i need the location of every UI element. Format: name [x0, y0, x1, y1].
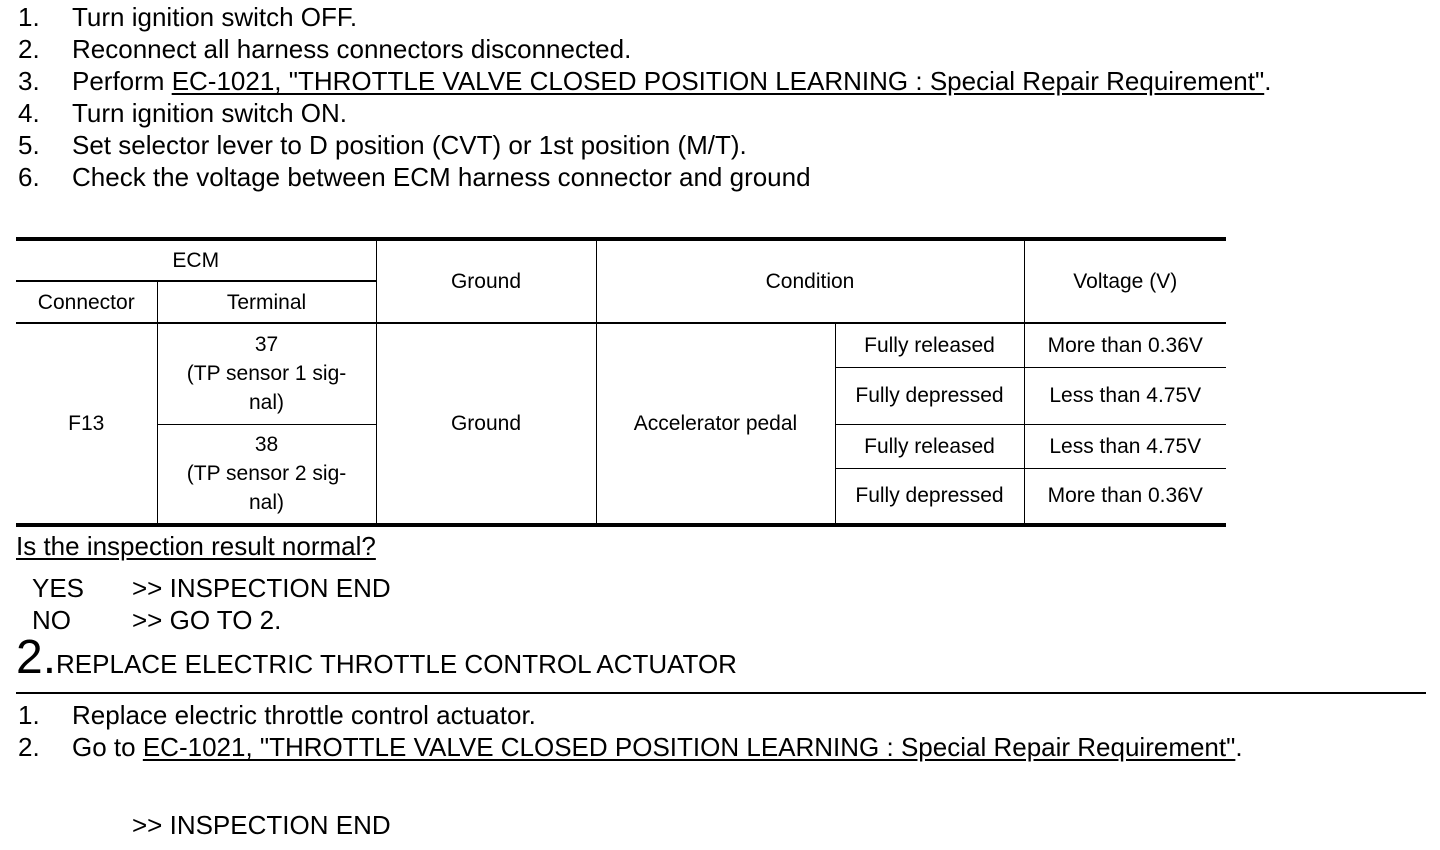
cell-terminal-38	[157, 424, 376, 525]
step-number: 4.	[18, 98, 40, 128]
section-number: 2.	[16, 631, 57, 684]
reference-link[interactable]: EC-1021, "THROTTLE VALVE CLOSED POSITION LEARNING : Special Repair Requirement"	[142, 732, 1236, 762]
header-ecm: ECM	[16, 239, 376, 281]
cell-state: Fully released	[835, 424, 1024, 468]
terminal-desc: (TP sensor 2 sig-	[186, 462, 347, 486]
terminal-desc: (TP sensor 1 sig-	[186, 362, 347, 386]
step-prefix: Perform	[72, 66, 172, 96]
header-connector: Connector	[16, 281, 157, 323]
step-number: 2.	[18, 732, 40, 762]
step-text: Set selector lever to D position (CVT) or 1st position (M/T).	[72, 130, 747, 160]
section-divider	[16, 692, 1426, 694]
cell-state: Fully released	[835, 323, 1024, 367]
header-voltage: Voltage (V)	[1024, 239, 1226, 323]
cell-state: Fully depressed	[835, 468, 1024, 525]
cell-voltage: Less than 4.75V	[1024, 424, 1226, 468]
step-suffix: .	[1264, 66, 1272, 96]
step-prefix: Go to	[72, 732, 143, 762]
answer-key: NO	[32, 605, 71, 635]
cell-voltage: Less than 4.75V	[1024, 367, 1226, 424]
section-2-heading	[16, 630, 737, 685]
header-terminal: Terminal	[157, 281, 376, 323]
step-number: 1.	[18, 700, 40, 730]
step-text	[72, 65, 1271, 97]
step-number: 6.	[18, 162, 40, 192]
answer-key: YES	[32, 573, 85, 603]
cell-connector: F13	[16, 323, 157, 525]
table-header-row	[16, 239, 1226, 281]
cell-ground: Ground	[376, 323, 596, 525]
terminal-desc: nal)	[248, 491, 285, 515]
table-row	[16, 323, 1226, 367]
header-condition: Condition	[596, 239, 1024, 323]
terminal-number: 38	[254, 433, 279, 457]
step-text: Turn ignition switch ON.	[72, 98, 348, 128]
cell-voltage: More than 0.36V	[1024, 323, 1226, 367]
step-text: Replace electric throttle control actuator.	[72, 700, 536, 730]
step-text: Check the voltage between ECM harness connector and ground	[72, 162, 811, 192]
step-number: 2.	[18, 34, 40, 64]
cell-condition: Accelerator pedal	[596, 323, 835, 525]
step-number: 5.	[18, 130, 40, 160]
step-text: Turn ignition switch OFF.	[72, 2, 358, 32]
step-text: Reconnect all harness connectors disconnected.	[72, 34, 632, 64]
voltage-spec-table	[16, 237, 1226, 527]
reference-link[interactable]: EC-1021, "THROTTLE VALVE CLOSED POSITION LEARNING : Special Repair Requirement"	[171, 66, 1265, 96]
terminal-desc: nal)	[248, 391, 285, 415]
step-suffix: .	[1235, 732, 1243, 762]
inspection-question: Is the inspection result normal?	[16, 531, 376, 561]
step-number: 1.	[18, 2, 40, 32]
inspection-end-text: >> INSPECTION END	[132, 810, 391, 840]
header-ground: Ground	[376, 239, 596, 323]
answer-value: >> INSPECTION END	[132, 573, 391, 603]
cell-voltage: More than 0.36V	[1024, 468, 1226, 525]
cell-terminal-37	[157, 323, 376, 424]
step-text	[72, 731, 1243, 763]
section-title: REPLACE ELECTRIC THROTTLE CONTROL ACTUATOR	[56, 649, 737, 679]
answer-value: >> GO TO 2.	[132, 605, 282, 635]
cell-state: Fully depressed	[835, 367, 1024, 424]
terminal-number: 37	[254, 333, 279, 357]
step-number: 3.	[18, 66, 40, 96]
